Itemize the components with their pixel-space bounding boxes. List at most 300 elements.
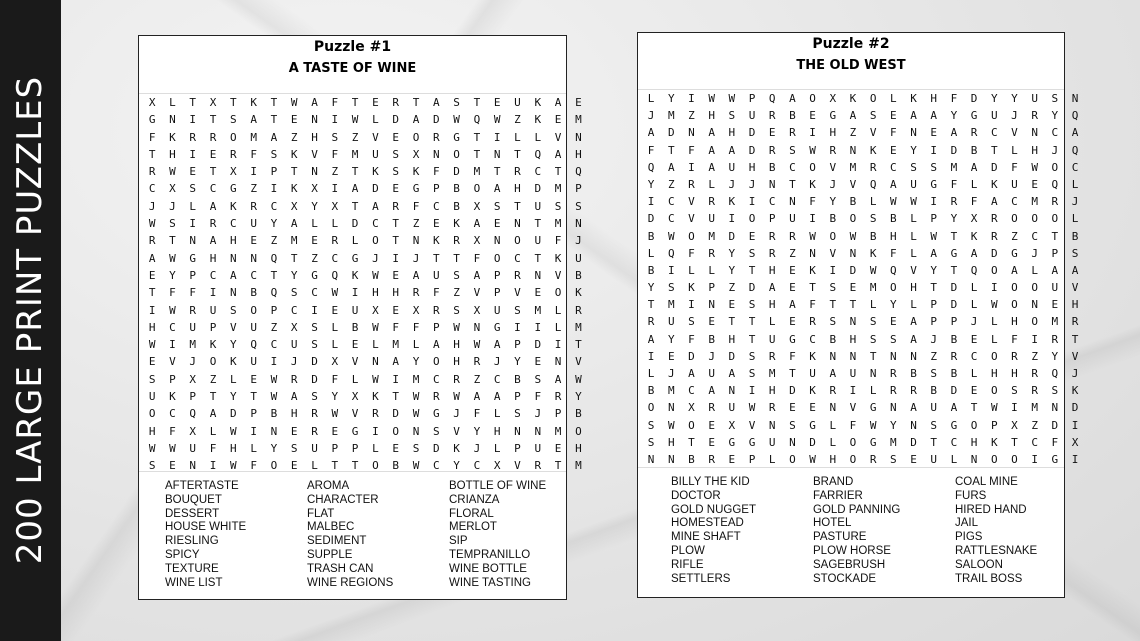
grid-letter: G xyxy=(930,177,938,191)
grid-letter: V xyxy=(351,407,359,421)
grid-letter: S xyxy=(311,338,318,352)
grid-letter: N xyxy=(849,315,857,329)
grid-letter: C xyxy=(768,195,776,209)
grid-letter: O xyxy=(230,130,237,144)
word-list-item: SETTLERS xyxy=(671,572,731,585)
grid-letter: F xyxy=(789,349,796,363)
grid-letter: D xyxy=(728,229,736,243)
grid-letter: A xyxy=(970,160,978,174)
grid-letter: N xyxy=(534,424,542,438)
grid-letter: S xyxy=(392,165,400,179)
grid-letter: R xyxy=(890,367,897,380)
grid-letter: X xyxy=(372,303,379,317)
grid-letter: T xyxy=(432,251,440,265)
grid-letter: I xyxy=(688,92,695,105)
grid-letter: P xyxy=(930,212,938,226)
grid-letter: V xyxy=(554,130,562,144)
grid-letter: K xyxy=(869,246,877,260)
grid-letter: E xyxy=(169,459,176,473)
grid-row xyxy=(142,94,589,111)
grid-letter: P xyxy=(209,320,217,334)
grid-letter: J xyxy=(970,315,978,329)
grid-letter: I xyxy=(331,113,339,127)
grid-row xyxy=(142,440,589,457)
grid-letter: S xyxy=(1051,92,1059,105)
grid-letter: T xyxy=(970,401,978,415)
grid-letter: D xyxy=(311,355,318,369)
grid-letter: N xyxy=(412,234,420,248)
grid-letter: Z xyxy=(1011,229,1018,243)
grid-letter: G xyxy=(869,435,877,449)
grid-letter: S xyxy=(331,130,339,144)
grid-letter: Z xyxy=(351,130,359,144)
grid-letter: S xyxy=(930,367,938,380)
grid-letter: B xyxy=(453,182,460,196)
grid-letter: C xyxy=(890,160,897,174)
grid-letter: Z xyxy=(473,372,481,386)
grid-letter: T xyxy=(270,268,278,282)
grid-row xyxy=(641,228,1085,245)
grid-letter: E xyxy=(708,418,715,432)
grid-letter: W xyxy=(667,229,675,243)
grid-letter: D xyxy=(392,113,400,127)
grid-letter: T xyxy=(351,96,359,109)
word-list-item: PASTURE xyxy=(813,531,867,544)
grid-letter: F xyxy=(412,199,420,213)
grid-row xyxy=(142,405,589,422)
grid-letter: Z xyxy=(514,113,521,127)
grid-letter: L xyxy=(493,407,501,421)
grid-letter: J xyxy=(667,367,675,380)
grid-row xyxy=(641,399,1085,416)
grid-letter: Y xyxy=(667,332,675,346)
grid-letter: K xyxy=(534,113,542,127)
grid-letter: F xyxy=(970,195,978,209)
grid-letter: E xyxy=(290,459,298,473)
grid-letter: G xyxy=(869,401,877,415)
grid-letter: I xyxy=(331,182,339,196)
grid-row xyxy=(641,245,1085,262)
grid-letter: A xyxy=(493,338,501,352)
grid-letter: W xyxy=(869,418,877,432)
grid-letter: M xyxy=(290,234,298,248)
grid-letter: V xyxy=(910,263,917,277)
grid-letter: O xyxy=(1031,212,1038,226)
grid-letter: I xyxy=(809,212,816,226)
grid-letter: Y xyxy=(290,268,298,282)
grid-row xyxy=(641,365,1085,382)
grid-letter: I xyxy=(351,286,359,300)
grid-letter: D xyxy=(990,160,998,174)
grid-letter: A xyxy=(1011,263,1018,277)
grid-letter: X xyxy=(688,401,695,415)
grid-letter: O xyxy=(270,459,278,473)
grid-row xyxy=(641,262,1085,279)
grid-letter: R xyxy=(990,212,998,226)
grid-letter: L xyxy=(311,459,318,473)
grid-letter: A xyxy=(209,234,217,248)
grid-letter: S xyxy=(230,303,237,317)
grid-letter: S xyxy=(148,459,156,473)
grid-letter: B xyxy=(647,263,655,277)
grid-row xyxy=(142,423,589,440)
grid-letter: Y xyxy=(311,199,318,213)
grid-letter: O xyxy=(372,234,379,248)
grid-letter: N xyxy=(1051,401,1059,415)
grid-letter: D xyxy=(688,349,695,363)
grid-letter: U xyxy=(667,315,675,329)
grid-letter: B xyxy=(910,367,917,380)
grid-letter: K xyxy=(453,217,460,231)
grid-letter: R xyxy=(290,372,298,386)
grid-letter: O xyxy=(809,92,816,105)
grid-letter: E xyxy=(351,338,359,352)
grid-letter: M xyxy=(1031,401,1038,415)
grid-letter: S xyxy=(748,298,756,312)
grid-letter: K xyxy=(250,96,257,109)
grid-letter: X xyxy=(189,424,197,438)
grid-letter: L xyxy=(351,234,359,248)
grid-letter: N xyxy=(432,147,440,161)
grid-letter: M xyxy=(473,165,481,179)
grid-letter: K xyxy=(534,96,542,109)
grid-letter: H xyxy=(392,286,400,300)
grid-letter: K xyxy=(412,165,420,179)
grid-letter: T xyxy=(1051,229,1059,243)
grid-letter: A xyxy=(1071,263,1079,277)
grid-letter: G xyxy=(351,251,359,265)
grid-letter: K xyxy=(432,234,440,248)
grid-letter: H xyxy=(728,332,736,346)
banner-title: 200 LARGE PRINT PUZZLES xyxy=(10,75,50,565)
grid-letter: E xyxy=(708,435,715,449)
grid-letter: W xyxy=(372,372,379,386)
grid-letter: O xyxy=(688,229,695,243)
grid-letter: B xyxy=(250,286,257,300)
grid-letter: H xyxy=(768,298,776,312)
grid-letter: U xyxy=(534,441,542,455)
grid-letter: V xyxy=(829,160,837,174)
grid-letter: N xyxy=(1031,126,1038,140)
word-list-item: TEXTURE xyxy=(165,562,219,575)
grid-letter: Y xyxy=(890,298,897,312)
grid-letter: H xyxy=(148,424,156,438)
grid-letter: U xyxy=(575,251,582,265)
puzzle-number: Puzzle #2 xyxy=(812,36,890,52)
grid-letter: B xyxy=(514,372,521,386)
grid-letter: Y xyxy=(575,390,582,404)
grid-letter: W xyxy=(331,407,339,421)
grid-letter: K xyxy=(990,435,998,449)
grid-letter: A xyxy=(230,268,237,282)
grid-letter: U xyxy=(209,303,217,317)
grid-letter: E xyxy=(789,401,796,415)
grid-letter: W xyxy=(708,92,715,105)
grid-letter: I xyxy=(270,182,278,196)
grid-letter: A xyxy=(849,109,857,123)
grid-letter: N xyxy=(189,459,197,473)
grid-letter: P xyxy=(514,338,521,352)
grid-letter: E xyxy=(250,372,257,386)
grid-letter: A xyxy=(554,147,562,161)
grid-letter: N xyxy=(270,424,278,438)
grid-letter: G xyxy=(432,407,440,421)
grid-letter: I xyxy=(748,195,756,209)
grid-letter: D xyxy=(311,372,318,386)
grid-letter: Z xyxy=(1031,418,1038,432)
grid-letter: N xyxy=(575,130,582,144)
grid-letter: M xyxy=(849,160,857,174)
word-list-item: DOCTOR xyxy=(671,489,721,502)
grid-letter: Y xyxy=(169,268,176,282)
grid-letter: O xyxy=(250,303,257,317)
grid-letter: X xyxy=(331,355,339,369)
grid-letter: O xyxy=(990,384,998,398)
grid-letter: J xyxy=(534,407,542,421)
grid-letter: N xyxy=(493,147,501,161)
grid-letter: F xyxy=(412,320,420,334)
grid-letter: K xyxy=(575,286,582,300)
grid-letter: O xyxy=(1011,212,1018,226)
grid-letter: J xyxy=(728,177,736,191)
grid-letter: O xyxy=(432,355,440,369)
grid-letter: Y xyxy=(890,418,897,432)
grid-letter: L xyxy=(990,315,998,329)
grid-letter: T xyxy=(351,165,359,179)
grid-letter: C xyxy=(432,372,440,386)
word-list-item: SIP xyxy=(449,535,468,548)
grid-letter: L xyxy=(647,367,655,380)
word-list-item: GOLD NUGGET xyxy=(671,503,756,516)
grid-letter: A xyxy=(910,315,917,329)
grid-letter: N xyxy=(970,452,978,466)
grid-letter: T xyxy=(290,165,298,179)
grid-letter: L xyxy=(950,452,958,466)
grid-letter: T xyxy=(148,147,156,161)
grid-letter: R xyxy=(1031,384,1038,398)
grid-row xyxy=(142,180,589,197)
grid-letter: H xyxy=(1071,298,1079,312)
grid-letter: N xyxy=(311,165,318,179)
grid-letter: I xyxy=(554,338,562,352)
grid-letter: X xyxy=(728,418,736,432)
grid-letter: S xyxy=(930,160,938,174)
grid-letter: D xyxy=(950,143,958,157)
word-list-item: RIFLE xyxy=(671,558,704,571)
grid-letter: S xyxy=(647,418,655,432)
grid-letter: P xyxy=(351,441,359,455)
grid-letter: T xyxy=(290,251,298,265)
grid-letter: J xyxy=(169,199,176,213)
grid-divider xyxy=(139,471,566,472)
grid-letter: J xyxy=(493,355,501,369)
grid-letter: H xyxy=(1031,143,1038,157)
grid-letter: T xyxy=(473,130,481,144)
grid-letter: V xyxy=(311,147,318,161)
grid-letter: C xyxy=(514,251,521,265)
grid-letter: A xyxy=(708,126,715,140)
word-list-item: MERLOT xyxy=(449,521,497,534)
word-list-item: CHARACTER xyxy=(307,493,379,506)
grid-letter: Y xyxy=(331,390,339,404)
word-list-item: FARRIER xyxy=(813,489,863,502)
grid-letter: R xyxy=(789,229,796,243)
grid-letter: T xyxy=(453,251,460,265)
grid-letter: K xyxy=(351,268,359,282)
grid-letter: J xyxy=(748,177,756,191)
grid-letter: S xyxy=(829,281,837,295)
grid-letter: V xyxy=(849,177,857,191)
grid-letter: M xyxy=(575,459,582,473)
grid-letter: L xyxy=(331,338,339,352)
grid-letter: L xyxy=(554,320,562,334)
grid-letter: W xyxy=(148,217,156,231)
grid-letter: S xyxy=(230,113,237,127)
grid-letter: D xyxy=(432,441,440,455)
grid-letter: C xyxy=(331,251,339,265)
grid-letter: F xyxy=(250,147,257,161)
grid-letter: T xyxy=(189,96,197,109)
grid-row xyxy=(142,267,589,284)
grid-letter: Y xyxy=(230,390,237,404)
grid-letter: B xyxy=(930,384,938,398)
grid-letter: W xyxy=(493,113,501,127)
grid-letter: E xyxy=(290,424,298,438)
grid-row xyxy=(641,296,1085,313)
grid-letter: I xyxy=(189,217,197,231)
grid-letter: Q xyxy=(768,92,776,105)
word-list-item: MINE SHAFT xyxy=(671,531,741,544)
grid-letter: X xyxy=(493,459,501,473)
grid-letter: S xyxy=(189,182,197,196)
grid-letter: S xyxy=(748,367,756,380)
grid-letter: H xyxy=(1011,315,1018,329)
grid-letter: G xyxy=(1051,452,1059,466)
grid-letter: L xyxy=(372,113,379,127)
grid-letter: C xyxy=(311,286,318,300)
grid-row xyxy=(641,90,1085,107)
grid-letter: R xyxy=(514,268,521,282)
grid-letter: A xyxy=(910,401,917,415)
grid-letter: W xyxy=(169,165,176,179)
grid-letter: W xyxy=(412,407,420,421)
grid-row xyxy=(641,279,1085,296)
grid-letter: W xyxy=(667,418,675,432)
grid-letter: T xyxy=(647,298,655,312)
grid-letter: Z xyxy=(270,234,278,248)
grid-letter: O xyxy=(990,349,998,363)
grid-letter: X xyxy=(970,212,978,226)
grid-row xyxy=(641,193,1085,210)
grid-letter: K xyxy=(990,177,998,191)
grid-letter: I xyxy=(829,263,837,277)
grid-letter: P xyxy=(514,441,521,455)
grid-letter: D xyxy=(970,92,978,105)
grid-letter: B xyxy=(708,332,715,346)
grid-letter: T xyxy=(351,199,359,213)
grid-letter: H xyxy=(169,147,176,161)
grid-letter: J xyxy=(1031,246,1038,260)
grid-letter: T xyxy=(809,281,816,295)
grid-letter: S xyxy=(789,143,796,157)
grid-letter: F xyxy=(688,246,695,260)
grid-letter: T xyxy=(473,147,481,161)
grid-letter: L xyxy=(209,424,217,438)
grid-letter: W xyxy=(412,459,420,473)
word-list-item: HOUSE WHITE xyxy=(165,521,247,534)
grid-letter: Q xyxy=(869,177,877,191)
grid-letter: W xyxy=(809,452,816,466)
grid-letter: O xyxy=(372,459,379,473)
grid-letter: F xyxy=(473,251,481,265)
grid-letter: E xyxy=(554,441,562,455)
grid-letter: O xyxy=(890,281,897,295)
grid-letter: L xyxy=(708,263,715,277)
grid-letter: C xyxy=(209,182,217,196)
grid-letter: N xyxy=(849,349,857,363)
grid-letter: I xyxy=(990,281,998,295)
grid-letter: L xyxy=(869,384,877,398)
grid-letter: E xyxy=(392,303,400,317)
grid-letter: F xyxy=(250,459,257,473)
grid-letter: I xyxy=(1071,452,1079,466)
grid-letter: T xyxy=(250,390,257,404)
grid-row xyxy=(641,331,1085,348)
grid-letter: L xyxy=(372,338,379,352)
word-list-item: WINE TASTING xyxy=(449,576,531,589)
grid-letter: F xyxy=(950,92,958,105)
grid-letter: R xyxy=(392,199,400,213)
grid-letter: A xyxy=(688,367,695,380)
grid-letter: Z xyxy=(930,349,938,363)
grid-letter: N xyxy=(412,424,420,438)
grid-letter: O xyxy=(990,452,998,466)
grid-letter: J xyxy=(575,234,582,248)
grid-letter: I xyxy=(667,263,675,277)
grid-letter: I xyxy=(270,355,278,369)
grid-letter: L xyxy=(1071,177,1079,191)
grid-letter: S xyxy=(869,315,877,329)
grid-letter: L xyxy=(829,435,837,449)
grid-letter: J xyxy=(829,177,837,191)
grid-letter: A xyxy=(970,246,978,260)
grid-letter: I xyxy=(169,338,176,352)
grid-letter: J xyxy=(148,199,156,213)
grid-letter: M xyxy=(667,384,675,398)
grid-letter: J xyxy=(372,251,379,265)
grid-letter: O xyxy=(514,234,521,248)
grid-letter: T xyxy=(331,459,339,473)
grid-letter: Y xyxy=(270,441,278,455)
grid-letter: Q xyxy=(534,147,542,161)
grid-letter: W xyxy=(809,143,816,157)
grid-letter: A xyxy=(392,355,400,369)
grid-letter: C xyxy=(667,195,675,209)
grid-letter: H xyxy=(230,234,237,248)
grid-letter: S xyxy=(647,435,655,449)
grid-letter: R xyxy=(970,126,978,140)
grid-letter: Q xyxy=(1051,177,1059,191)
grid-letter: N xyxy=(311,113,318,127)
grid-letter: W xyxy=(930,229,938,243)
grid-letter: R xyxy=(453,372,460,386)
grid-letter: Q xyxy=(1051,367,1059,380)
grid-letter: W xyxy=(372,268,379,282)
grid-letter: R xyxy=(209,217,217,231)
grid-letter: S xyxy=(728,109,736,123)
grid-letter: L xyxy=(970,281,978,295)
grid-letter: W xyxy=(728,92,736,105)
